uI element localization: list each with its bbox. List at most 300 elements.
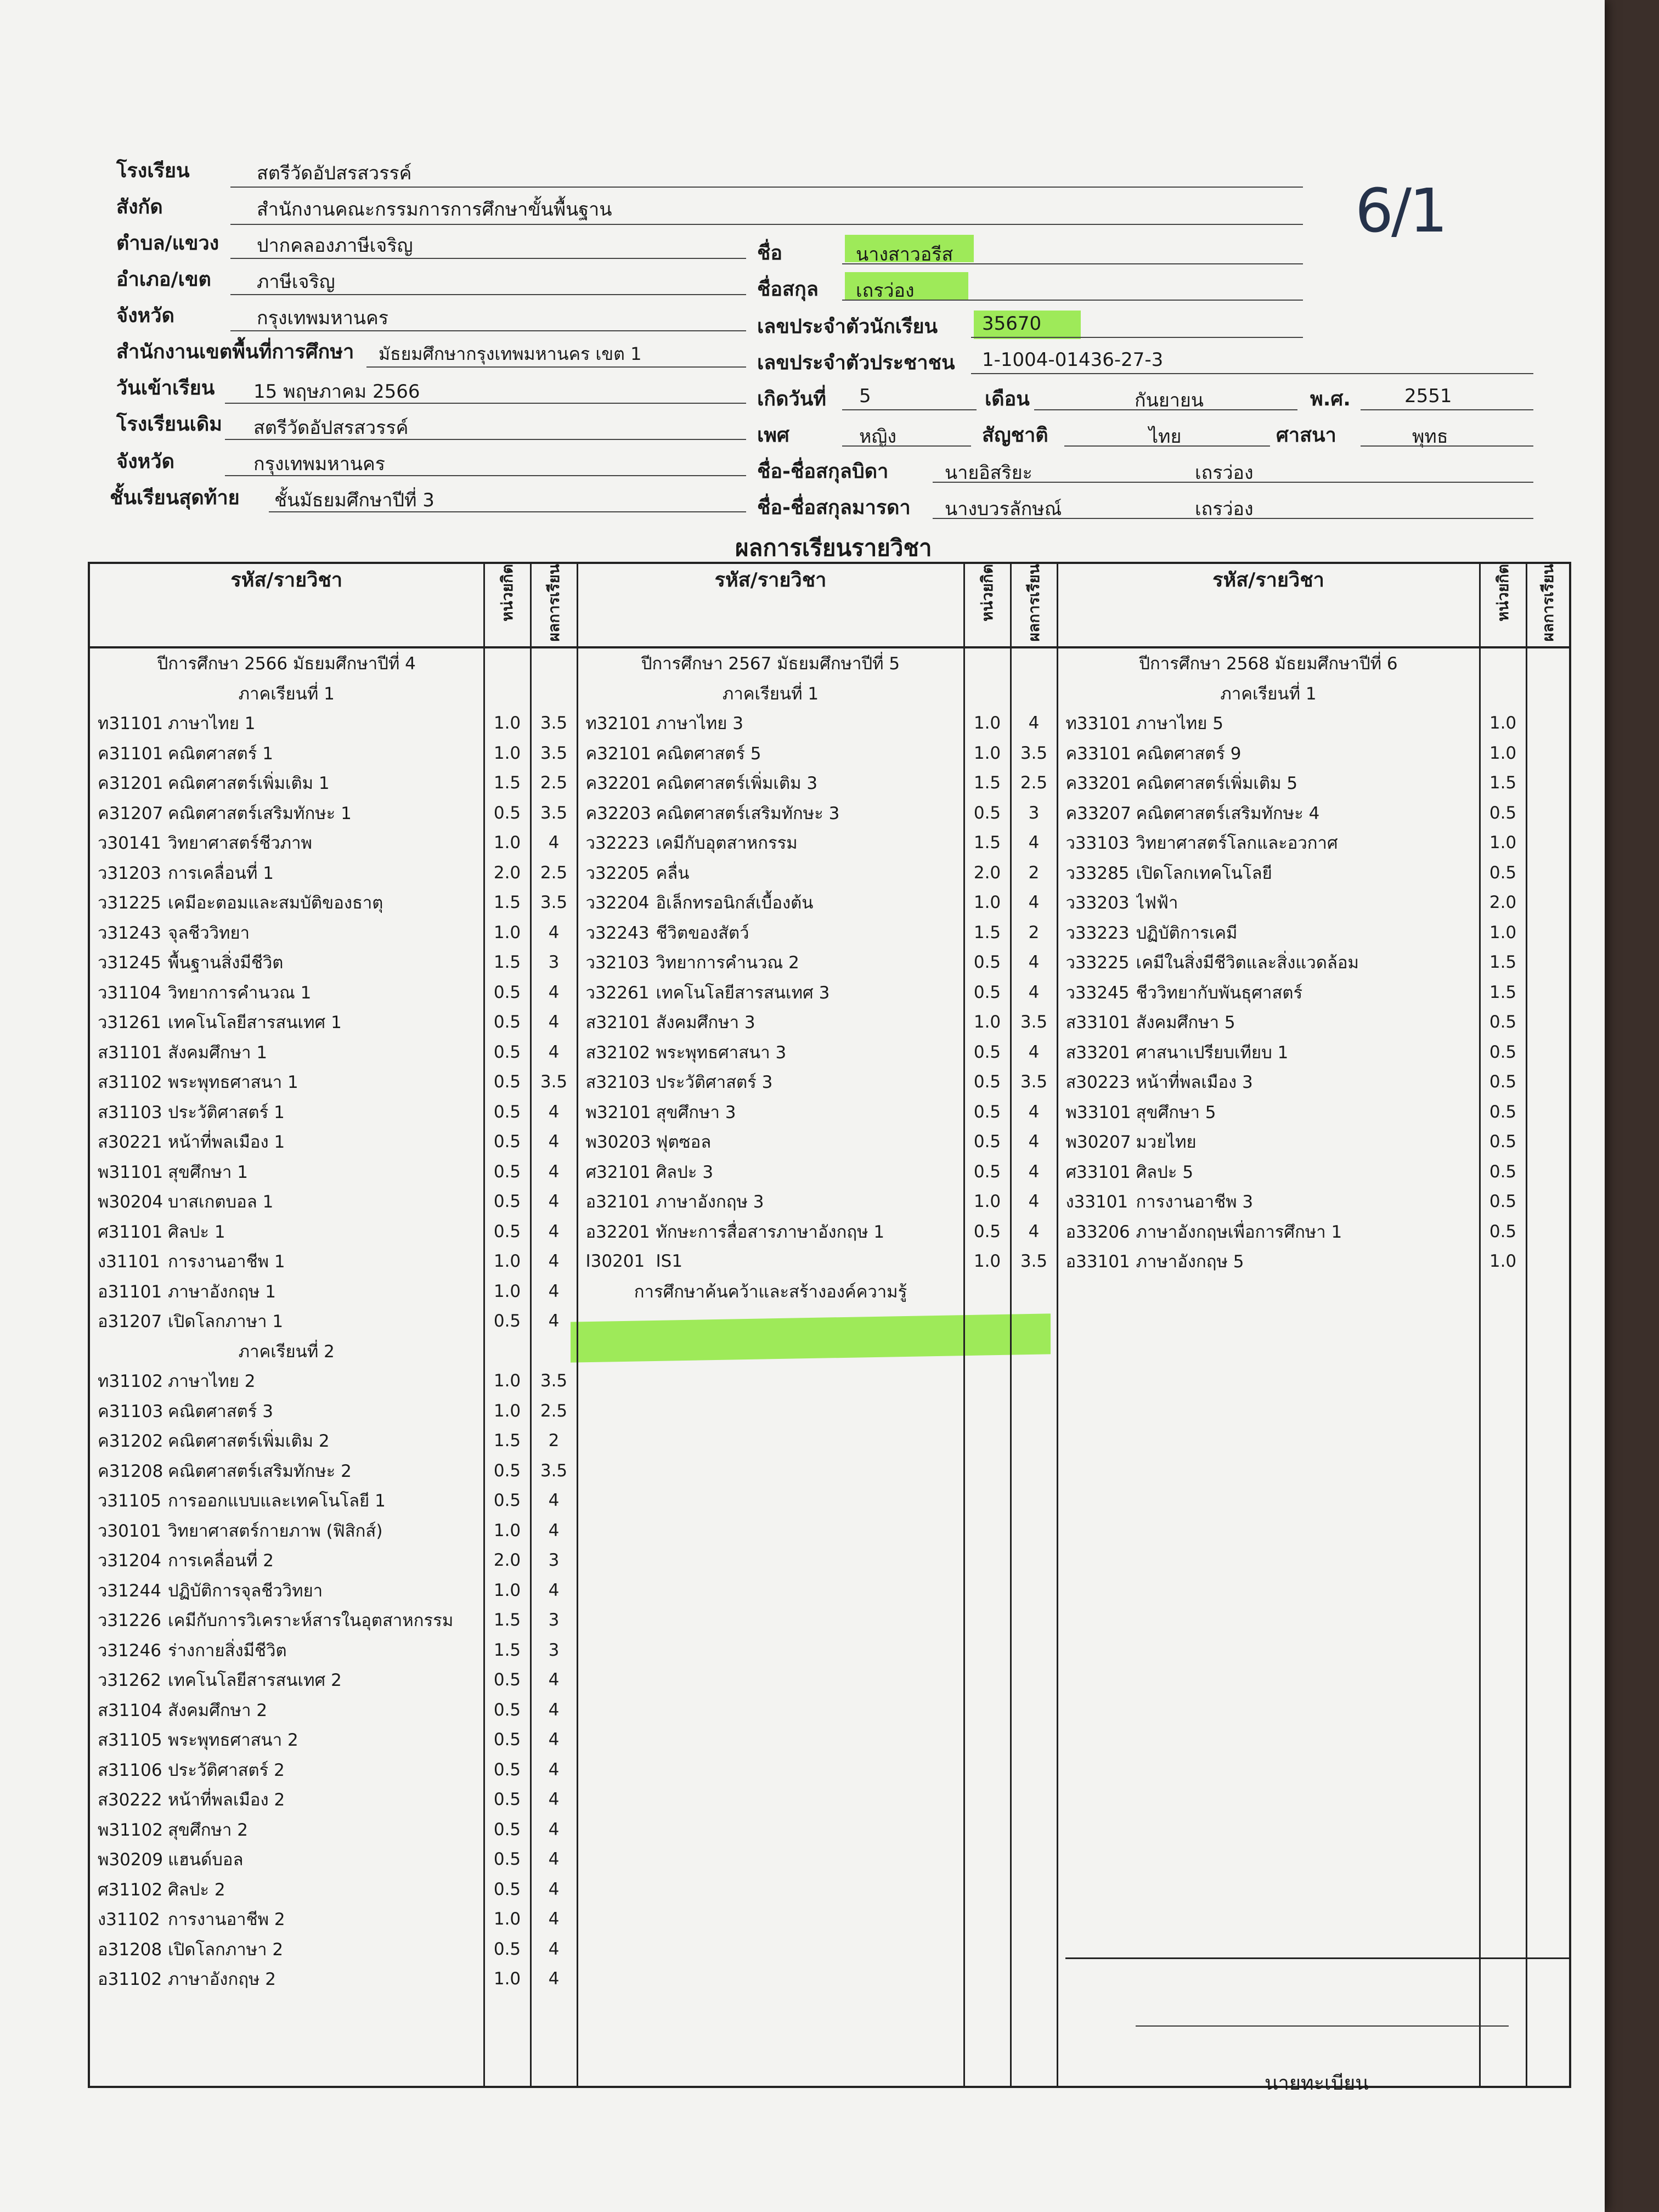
grade-cell — [1527, 828, 1570, 858]
subject-name: เคมีในสิ่งมีชีวิตและสิ่งแวดล้อม — [1136, 953, 1359, 973]
credits-cell — [965, 648, 1010, 679]
subject-row — [1058, 1037, 1479, 1068]
subdistrict-value: ปากคลองภาษีเจริญ — [257, 235, 413, 257]
subject-name: คณิตศาสตร์เพิ่มเติม 2 — [168, 1431, 330, 1452]
subdistrict-label: ตำบล/แขวง — [116, 232, 219, 255]
subject-name: คณิตศาสตร์ 1 — [168, 743, 273, 764]
credits-cell: 1.5 — [493, 1610, 521, 1630]
subject-row — [90, 1516, 483, 1546]
prev-province-underline — [225, 475, 746, 476]
subject-row — [578, 1037, 963, 1068]
subject-code: ว33245 — [1065, 983, 1130, 1003]
grades-table — [88, 562, 1571, 2088]
grade-cell: 3.5 — [1020, 1012, 1048, 1032]
subject-header-1: รหัส/รายวิชา — [89, 563, 484, 647]
signature-line — [1136, 2025, 1509, 2027]
grade-cell — [532, 1336, 577, 1367]
section-heading-text: ภาคเรียนที่ 2 — [238, 1341, 335, 1362]
subject-code: ศ32101 — [585, 1162, 651, 1182]
subject-row — [90, 1366, 483, 1396]
grade-cell: 4 — [548, 1161, 560, 1182]
credits-cell: 0.5 — [493, 982, 521, 1002]
subject-name: ภาษาไทย 5 — [1136, 714, 1223, 734]
grade-cell — [1527, 1246, 1570, 1277]
grade-cell — [1527, 1097, 1570, 1127]
subject-code: ว31105 — [98, 1491, 162, 1511]
grade-cell: 2.5 — [540, 1401, 568, 1421]
subject-code: ส32101 — [585, 1013, 651, 1033]
subject-code: ส32103 — [585, 1073, 651, 1093]
subject-code: ศ31102 — [98, 1880, 163, 1900]
subject-code: ว32103 — [585, 953, 650, 973]
subject-code: อ33101 — [1065, 1252, 1130, 1272]
credits-cell: 0.5 — [493, 1819, 521, 1839]
section-heading — [90, 648, 483, 679]
subject-name: ทักษะการสื่อสารภาษาอังกฤษ 1 — [656, 1222, 885, 1242]
subject-name: สุขศึกษา 3 — [656, 1102, 736, 1122]
credits-cell: 1.5 — [973, 773, 1001, 793]
subject-code: ว31261 — [98, 1013, 162, 1033]
registrar-label: นายทะเบียน — [1265, 2072, 1369, 2095]
credits-cell: 0.5 — [493, 1161, 521, 1182]
subject-row — [578, 798, 963, 828]
credits-cell: 0.5 — [1489, 1102, 1517, 1122]
subject-name: วิทยาศาสตร์กายภาพ (ฟิสิกส์) — [168, 1521, 383, 1541]
credits-cell: 0.5 — [493, 1132, 521, 1152]
sex-value: หญิง — [859, 426, 896, 448]
subject-name: การงานอาชีพ 3 — [1136, 1192, 1254, 1212]
credits-cell: 0.5 — [1489, 1012, 1517, 1032]
student-id-underline — [971, 337, 1303, 338]
subject-code: I30201 — [585, 1251, 645, 1272]
credits-cell: 0.5 — [973, 1132, 1001, 1152]
subject-row — [578, 1246, 963, 1277]
credits-cell: 1.0 — [1489, 743, 1517, 763]
grade-cell — [1527, 858, 1570, 888]
grade-cell: 3.5 — [1020, 1072, 1048, 1092]
subject-row — [578, 1217, 963, 1247]
credits-cell: 1.0 — [493, 1251, 521, 1272]
credits-cell: 0.5 — [493, 1491, 521, 1511]
subject-row — [90, 1217, 483, 1247]
grade-cell — [1527, 679, 1570, 709]
area-office-underline — [366, 366, 746, 368]
subject-name: เคมีกับการวิเคราะห์สารในอุตสาหกรรม — [168, 1611, 454, 1631]
subject-code: อ32101 — [585, 1192, 650, 1212]
credits-cell: 1.5 — [1489, 982, 1517, 1002]
district-label: อำเภอ/เขต — [116, 268, 211, 291]
subject-row — [90, 978, 483, 1008]
province-value: กรุงเทพมหานคร — [257, 307, 389, 329]
district-value: ภาษีเจริญ — [257, 271, 335, 293]
credits-cell: 0.5 — [1489, 1221, 1517, 1242]
subject-row — [90, 858, 483, 888]
last-grade-label: ชั้นเรียนสุดท้าย — [110, 487, 240, 509]
subject-name: เทคโนโลยีสารสนเทศ 1 — [168, 1013, 342, 1033]
subject-name: ฟุตซอล — [656, 1132, 712, 1153]
subject-code: พ31102 — [98, 1820, 163, 1840]
col3-grades — [1526, 647, 1570, 2087]
grade-cell: 4 — [548, 1700, 560, 1720]
subject-row — [578, 708, 963, 738]
subject-code: อ31207 — [98, 1312, 162, 1332]
col2-subjects — [577, 647, 964, 2087]
subject-code: พ30203 — [585, 1132, 651, 1153]
grade-cell — [1527, 947, 1570, 978]
grade-cell: 4 — [1028, 713, 1040, 733]
subject-row — [578, 947, 963, 978]
credits-cell: 1.0 — [1489, 833, 1517, 853]
subject-code: ค31208 — [98, 1461, 163, 1481]
signature-box-divider — [1065, 1957, 1569, 1959]
grade-cell: 4 — [548, 1311, 560, 1331]
grade-cell — [1527, 978, 1570, 1008]
subject-row — [90, 1576, 483, 1606]
credits-cell: 2.0 — [493, 862, 521, 883]
grade-cell: 3 — [548, 952, 560, 973]
subject-name: การงานอาชีพ 1 — [168, 1252, 285, 1272]
subject-row — [1058, 858, 1479, 888]
mother-label: ชื่อ-ชื่อสกุลมารดา — [757, 496, 911, 519]
first-name-value: นางสาวอรีส — [856, 244, 953, 266]
subject-row — [1058, 978, 1479, 1008]
credits-cell: 1.5 — [973, 833, 1001, 853]
grade-cell — [1012, 1277, 1057, 1307]
section-heading — [90, 679, 483, 709]
subject-row — [578, 828, 963, 858]
subject-row — [90, 918, 483, 948]
credits-cell: 0.5 — [493, 1311, 521, 1331]
credits-cell: 1.0 — [1489, 1251, 1517, 1272]
subject-name: การออกแบบและเทคโนโลยี 1 — [168, 1491, 386, 1511]
subject-name: คณิตศาสตร์เสริมทักษะ 4 — [1136, 803, 1320, 823]
credits-cell: 1.0 — [973, 743, 1001, 763]
grade-cell: 4 — [548, 1520, 560, 1541]
credits-cell: 1.0 — [493, 1401, 521, 1421]
grade-header-1 — [531, 563, 577, 647]
grade-cell — [1527, 1037, 1570, 1068]
credits-cell: 0.5 — [493, 1849, 521, 1870]
subject-row — [578, 1157, 963, 1187]
credits-cell: 0.5 — [973, 1072, 1001, 1092]
col3-subjects — [1057, 647, 1480, 2087]
credits-cell: 0.5 — [493, 1012, 521, 1032]
grade-cell: 4 — [548, 1132, 560, 1152]
credits-cell: 0.5 — [973, 1102, 1001, 1122]
subject-name: ภาษาอังกฤษ 3 — [656, 1192, 764, 1212]
subject-name: เปิดโลกภาษา 2 — [168, 1939, 284, 1960]
subject-name: หน้าที่พลเมือง 1 — [168, 1132, 285, 1153]
grade-cell — [1012, 648, 1057, 679]
credits-cell: 0.5 — [493, 1072, 521, 1092]
subject-name: มวยไทย — [1136, 1132, 1197, 1153]
subject-row — [90, 1545, 483, 1576]
province-label: จังหวัด — [116, 304, 174, 327]
sex-underline — [842, 445, 971, 447]
credits-header-1 — [484, 563, 531, 647]
grade-cell: 4 — [548, 922, 560, 943]
grade-cell: 4 — [548, 1012, 560, 1032]
section-heading — [578, 1277, 963, 1307]
subject-name: คณิตศาสตร์เพิ่มเติม 3 — [656, 774, 818, 794]
subject-name: สุขศึกษา 5 — [1136, 1102, 1216, 1122]
subject-name: คณิตศาสตร์เสริมทักษะ 3 — [656, 803, 840, 823]
credits-cell: 0.5 — [493, 1670, 521, 1690]
credits-cell: 0.5 — [493, 1879, 521, 1899]
subject-row — [578, 1097, 963, 1127]
subject-row — [90, 1695, 483, 1725]
subject-code: ว33103 — [1065, 833, 1130, 854]
subject-name: ภาษาอังกฤษ 5 — [1136, 1252, 1244, 1272]
section-heading — [578, 648, 963, 679]
grade-cell — [1527, 918, 1570, 948]
father-last-value: เถรว่อง — [1195, 462, 1254, 484]
col1-credits — [484, 647, 531, 2087]
subject-name: บาสเกตบอล 1 — [168, 1192, 274, 1212]
subject-code: ว31262 — [98, 1671, 162, 1691]
credits-cell: 1.0 — [973, 893, 1001, 913]
subject-row — [90, 828, 483, 858]
subject-name: ภาษาไทย 1 — [168, 714, 256, 734]
subject-code: ศ31101 — [98, 1222, 163, 1242]
credits-header-2 — [964, 563, 1011, 647]
grade-cell: 3 — [548, 1550, 560, 1571]
birth-month-label: เดือน — [985, 388, 1030, 410]
credits-cell: 2.0 — [493, 1550, 521, 1571]
subject-code: ค32201 — [585, 774, 651, 794]
subject-name: การเคลื่อนที่ 1 — [168, 863, 274, 883]
subject-row — [1058, 1187, 1479, 1217]
credits-header-text-1: หน่วยกิต — [498, 564, 516, 622]
grade-cell: 4 — [1028, 1132, 1040, 1152]
subject-code: อ31102 — [98, 1970, 162, 1990]
grade-header-3 — [1526, 563, 1570, 647]
grade-cell: 4 — [548, 1819, 560, 1839]
section-heading-text: ภาคเรียนที่ 1 — [1220, 684, 1317, 704]
subject-code: พ30204 — [98, 1192, 163, 1212]
subject-row — [1058, 918, 1479, 948]
birth-day-underline — [842, 409, 977, 410]
subject-code: ท32101 — [585, 714, 651, 734]
credits-cell: 0.5 — [493, 1790, 521, 1810]
grade-cell: 4 — [1028, 1192, 1040, 1212]
subject-code: ว31244 — [98, 1581, 162, 1601]
credits-cell: 1.0 — [973, 1251, 1001, 1272]
subject-code: อ33206 — [1065, 1222, 1130, 1242]
subject-name: คณิตศาสตร์เพิ่มเติม 1 — [168, 774, 330, 794]
subject-row — [90, 1127, 483, 1157]
subject-row — [1058, 1067, 1479, 1097]
credits-cell: 1.0 — [493, 833, 521, 853]
subject-row — [578, 738, 963, 769]
subject-name: วิทยาศาสตร์ชีวภาพ — [168, 833, 312, 854]
last-grade-value: ชั้นมัธยมศึกษาปีที่ 3 — [274, 489, 435, 511]
subject-code: ค31103 — [98, 1401, 163, 1421]
subject-name: สังคมศึกษา 1 — [168, 1042, 268, 1063]
subject-name: ประวัติศาสตร์ 3 — [656, 1073, 773, 1093]
grade-cell — [1527, 708, 1570, 738]
credits-cell: 0.5 — [493, 1221, 521, 1242]
subject-name: ภาษาอังกฤษ 1 — [168, 1282, 276, 1302]
credits-cell: 2.0 — [1489, 893, 1517, 913]
subject-name: การงานอาชีพ 2 — [168, 1910, 285, 1930]
subject-code: ท31102 — [98, 1372, 163, 1392]
subject-row — [90, 1964, 483, 1994]
subject-row — [90, 1665, 483, 1695]
subject-name: ภาษาไทย 3 — [656, 714, 743, 734]
subject-code: ว31104 — [98, 983, 162, 1003]
grade-cell — [1527, 1007, 1570, 1037]
subject-row — [90, 708, 483, 738]
subject-row — [90, 1755, 483, 1785]
birth-day-label: เกิดวันที่ — [757, 388, 827, 410]
subject-name: การเคลื่อนที่ 2 — [168, 1551, 274, 1571]
grade-cell: 3.5 — [540, 1371, 568, 1391]
sex-label: เพศ — [757, 424, 789, 447]
religion-value: พุทธ — [1412, 426, 1448, 448]
father-label: ชื่อ-ชื่อสกุลบิดา — [757, 460, 889, 483]
col3-credits — [1480, 647, 1526, 2087]
grade-cell: 4 — [1028, 893, 1040, 913]
school-label: โรงเรียน — [116, 160, 190, 182]
subject-code: อ31208 — [98, 1939, 162, 1960]
subject-row — [578, 978, 963, 1008]
credits-cell: 1.0 — [493, 1969, 521, 1989]
grade-cell: 4 — [548, 1251, 560, 1272]
credits-cell: 0.5 — [493, 1700, 521, 1720]
grade-cell: 4 — [548, 1042, 560, 1062]
grade-header-text-2: ผลการเรียน — [1024, 564, 1043, 642]
subject-code: ว32204 — [585, 893, 650, 913]
credits-cell — [485, 1336, 530, 1367]
subject-row — [578, 1187, 963, 1217]
subject-code: ว32223 — [585, 833, 650, 854]
grade-cell: 4 — [548, 1580, 560, 1600]
section-heading-text: ปีการศึกษา 2568 มัธยมศึกษาปีที่ 6 — [1139, 654, 1398, 674]
last-grade-underline — [269, 511, 746, 512]
subject-row — [1058, 1127, 1479, 1157]
subject-row — [578, 1127, 963, 1157]
grade-cell: 3 — [1028, 803, 1040, 823]
grade-cell — [1527, 798, 1570, 828]
subject-name: อิเล็กทรอนิกส์เบื้องต้น — [656, 893, 814, 913]
subject-code: ค31101 — [98, 743, 163, 764]
subject-code: ว33203 — [1065, 893, 1130, 913]
subject-code: ว33285 — [1065, 863, 1130, 883]
subject-code: พ31101 — [98, 1162, 163, 1182]
enroll-date-underline — [225, 403, 746, 404]
section-heading — [578, 679, 963, 709]
subject-code: ท33101 — [1065, 714, 1131, 734]
subject-name: พระพุทธศาสนา 2 — [168, 1730, 298, 1751]
grade-cell: 3.5 — [1020, 1251, 1048, 1272]
credits-cell: 1.5 — [1489, 773, 1517, 793]
subject-row — [90, 1426, 483, 1456]
subject-row — [90, 1486, 483, 1516]
credits-cell: 2.0 — [973, 862, 1001, 883]
grade-cell: 2.5 — [1020, 773, 1048, 793]
grade-cell — [1527, 1067, 1570, 1097]
grade-cell: 4 — [1028, 1042, 1040, 1062]
subject-name: วิทยาศาสตร์โลกและอวกาศ — [1136, 833, 1338, 854]
grade-cell: 3.5 — [540, 1460, 568, 1481]
subject-code: ว31203 — [98, 863, 162, 883]
credits-cell: 1.0 — [493, 713, 521, 733]
subject-row — [90, 1635, 483, 1666]
grade-cell: 4 — [548, 1670, 560, 1690]
grade-cell: 3.5 — [540, 803, 568, 823]
subject-row — [90, 1037, 483, 1068]
section-heading — [90, 1336, 483, 1367]
credits-cell: 0.5 — [1489, 1192, 1517, 1212]
subject-row — [1058, 1097, 1479, 1127]
subject-name: ปฏิบัติการเคมี — [1136, 923, 1238, 943]
subject-code: ว32243 — [585, 923, 650, 943]
subject-name: เปิดโลกเทคโนโลยี — [1136, 863, 1272, 883]
subject-name: เคมีอะตอมและสมบัติของธาตุ — [168, 893, 383, 913]
subject-code: ส30223 — [1065, 1073, 1131, 1093]
grade-cell: 4 — [548, 1759, 560, 1780]
credits-cell: 0.5 — [1489, 1072, 1517, 1092]
subject-code: ส32102 — [585, 1042, 651, 1063]
subject-row — [90, 947, 483, 978]
credits-cell: 1.5 — [493, 773, 521, 793]
subject-row — [90, 1785, 483, 1815]
last-name-label: ชื่อสกุล — [757, 278, 819, 301]
subject-name: ชีววิทยากับพันธุศาสตร์ — [1136, 983, 1303, 1003]
subject-row — [90, 1306, 483, 1336]
subject-code: อ31101 — [98, 1282, 162, 1302]
subject-name: พระพุทธศาสนา 1 — [168, 1073, 298, 1093]
subject-name: คณิตศาสตร์ 3 — [168, 1401, 273, 1421]
enroll-date-label: วันเข้าเรียน — [116, 377, 215, 399]
subject-name: หน้าที่พลเมือง 2 — [168, 1790, 285, 1810]
subject-code: ส31102 — [98, 1073, 162, 1093]
subject-code: ส33201 — [1065, 1042, 1131, 1063]
prev-school-label: โรงเรียนเดิม — [116, 413, 223, 436]
credits-cell: 0.5 — [1489, 862, 1517, 883]
province-underline — [230, 330, 746, 331]
subject-name: ศาสนาเปรียบเทียบ 1 — [1136, 1042, 1289, 1063]
credits-cell: 0.5 — [973, 982, 1001, 1002]
grade-cell: 4 — [548, 1491, 560, 1511]
subject-name: ประวัติศาสตร์ 1 — [168, 1102, 285, 1122]
subject-name: เปิดโลกภาษา 1 — [168, 1312, 284, 1332]
subject-name: คณิตศาสตร์เสริมทักษะ 2 — [168, 1461, 352, 1481]
credits-cell: 1.0 — [1489, 922, 1517, 943]
subject-name: ศิลปะ 3 — [656, 1162, 714, 1182]
credits-cell: 1.5 — [493, 893, 521, 913]
subject-row — [1058, 1246, 1479, 1277]
affiliation-value: สำนักงานคณะกรรมการการศึกษาขั้นพื้นฐาน — [257, 199, 612, 221]
subject-code: พ30209 — [98, 1850, 163, 1870]
grade-cell: 4 — [548, 1192, 560, 1212]
subject-name: วิทยาการคำนวณ 1 — [168, 983, 312, 1003]
subject-code: พ32101 — [585, 1102, 651, 1122]
results-title: ผลการเรียนรายวิชา — [735, 534, 932, 561]
grade-cell — [1527, 768, 1570, 798]
nationality-label: สัญชาติ — [982, 424, 1048, 447]
nationality-underline — [1064, 445, 1270, 447]
citizen-id-label: เลขประจำตัวประชาชน — [757, 352, 955, 374]
subject-code: ค31202 — [98, 1431, 163, 1452]
subject-name: คณิตศาสตร์เพิ่มเติม 5 — [1136, 774, 1298, 794]
subject-name: ปฏิบัติการจุลชีววิทยา — [168, 1581, 323, 1601]
credits-cell — [485, 679, 530, 709]
subject-code: ง31101 — [98, 1252, 160, 1272]
mother-last-value: เถรว่อง — [1195, 498, 1254, 520]
grade-cell: 2.5 — [540, 773, 568, 793]
